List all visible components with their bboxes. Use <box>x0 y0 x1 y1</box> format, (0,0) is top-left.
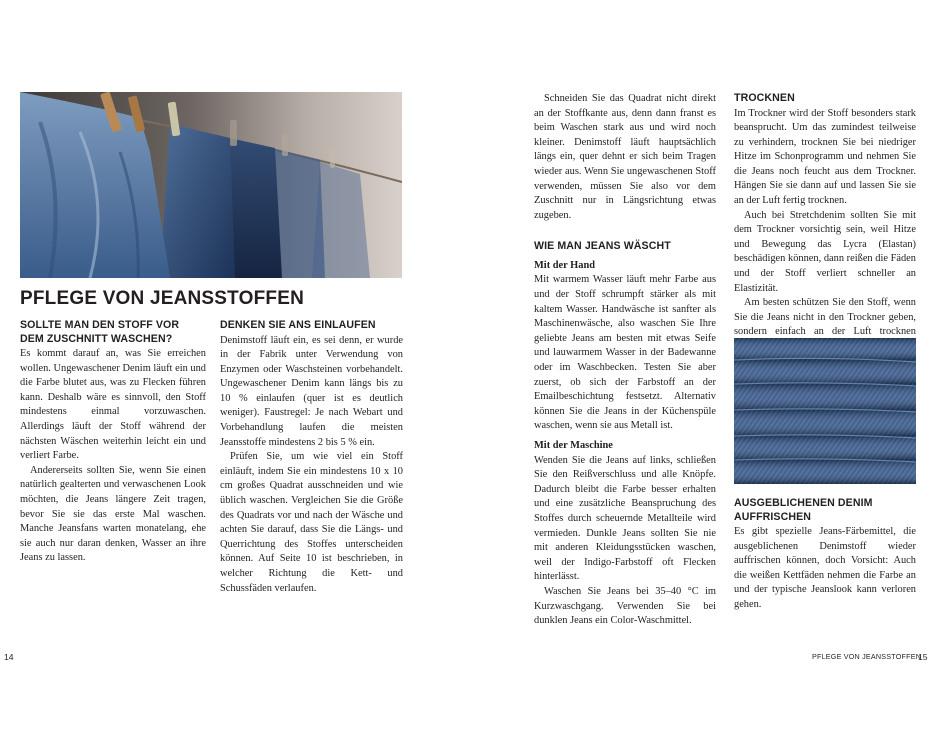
section-heading-waschen: WIE MAN JEANS WÄSCHT <box>534 240 671 253</box>
paragraph: Andererseits sollten Sie, wenn Sie einen natürlich gealterten und verwaschenen Look möchten, die Jeans längere Zeit tragen, bevor Sie sie das erste Mal waschen. Manche Jeansfans warten monatelang, ehe sie auch nur daran denken, Wasser an ihre Jeans zu lassen. <box>20 464 206 564</box>
intro-text <box>534 92 716 223</box>
section-body-trocknen <box>734 107 916 355</box>
column-2 <box>220 319 403 596</box>
running-head: PFLEGE VON JEANSSTOFFEN <box>812 652 922 661</box>
paragraph: Es kommt darauf an, was Sie erreichen wollen. Ungewaschener Denim läuft ein und die Farbe blutet aus, was zu Flecken führen kann. Deshalb wäre es sinnvoll, den Stoff mindestens einmal vorzuwaschen. Allerdings läuft der Stoff während der nächsten Wäschen weiterhin leicht ein und verliert Farbe. <box>20 348 206 462</box>
section-heading-auffrischen: AUSGEBLICHENEN DENIM AUFFRISCHEN <box>734 497 873 523</box>
section-heading-trocknen: TROCKNEN <box>734 92 795 104</box>
paragraph: Denimstoff läuft ein, es sei denn, er wurde in der Fabrik unter Verwendung von Enzymen oder Waschsteinen vorbehandelt. Ungewaschener Denim kann längs bis zu 10 % einlaufen (quer ist es deutlich weniger). Faustregel: Je nach Webart und Vorbehandlung laufen die meisten Jeansstoffe mindestens 2 bis 5 % ein. <box>220 334 403 448</box>
paragraph: Waschen Sie Jeans bei 35–40 °C im Kurzwaschgang. Verwenden Sie bei dunklen Jeans ein Color-Waschmittel. <box>534 585 716 627</box>
paragraph: Auch bei Stretchdenim sollten Sie mit dem Trockner vorsichtig sein, weil Hitze und Bewegung das Lycra (Elastan) beschädigen können, dann reißen die Fäden und der Stoff verliert schneller an Elastizität. <box>734 209 916 294</box>
section-body-einlaufen <box>220 334 403 597</box>
section-heading-einlaufen: DENKEN SIE ANS EINLAUFEN <box>220 319 376 331</box>
paragraph: Wenden Sie die Jeans auf links, schließen Sie den Reißverschluss und alle Knöpfe. Dadurch bleibt die Farbe besser erhalten und eine zusätzliche Beanspruchung des Stoffes durch scheuernde Metallteile wird vermieden. Dunkle Jeans sollten Sie nie mit anderen Kleidungsstücken waschen, weil der Indigo-Farbstoff oft Flecken hinterlässt. <box>534 454 716 583</box>
paragraph: Schneiden Sie das Quadrat nicht direkt an der Stoffkante aus, denn dann franst es beim Waschen stark aus und wird noch kleiner. Denimstoff läuft hauptsächlich längs ein, quer dehnt er sich beim Tragen wieder aus. Wenn Sie ungewaschenen Stoff verwenden, müssen Sie also vor dem Zuschnitt nur in Längsrichtung etwas zugeben. <box>534 93 716 221</box>
page-title: PFLEGE VON JEANSSTOFFEN <box>20 288 305 309</box>
denim-fabric-photo <box>734 338 916 484</box>
page-number-right: 15 <box>918 652 928 662</box>
machine-wash-text <box>534 454 716 629</box>
section-body-vorwaschen <box>20 347 206 566</box>
paragraph: Im Trockner wird der Stoff besonders stark beansprucht. Um das zumindest teilweise zu verhindern, trocknen Sie bei niedriger Hitze im Schonprogramm und nehmen Sie die Jeans noch feucht aus dem Trockner. Hängen Sie sie dann auf und lassen Sie sie an der Luft fertig trocknen. <box>734 107 916 207</box>
column-4 <box>734 92 916 355</box>
paragraph: Es gibt spezielle Jeans-Färbemittel, die ausgeblichenen Denimstoff wieder auffrischen können, doch Vorsicht: Auch die weißen Kettfäden nehmen die Farbe an und der typische Jeanslook kann verloren gehen. <box>734 526 916 610</box>
jeans-clothesline-photo <box>20 92 402 278</box>
paragraph: Mit warmem Wasser läuft mehr Farbe aus und der Stoff schrumpft stärker als mit kaltem Wasser. Handwäsche ist sanfter als Maschinenwäsche, also waschen Sie Ihre geliebte Jeans am besten mit etwas Seife und lauwarmem Wasser in der Badewanne oder im Waschbecken. Testen Sie aber zuerst, ob sich der Farbstoff an der Emailbeschichtung festsetzt. Alternativ können Sie die Jeans in der Küchenspüle waschen, wenn sie aus Metall ist. <box>534 274 716 432</box>
paragraph: Prüfen Sie, um wie viel ein Stoff einläuft, indem Sie ein mindestens 10 x 10 cm großes Quadrat ausschneiden und wie üblich waschen. Vergleichen Sie die Größe des Quadrats vor und nach der Wäsche und achten Sie darauf, dass Sie die Längs- und Querrichtung des Stoffes unterscheiden können. Auf Seite 10 ist beschrieben, in welcher Richtung die Kett- und Schussfäden verlaufen. <box>220 451 403 594</box>
section-heading-vorwaschen: SOLLTE MAN DEN STOFF VOR DEM ZUSCHNITT WASCHEN? <box>20 319 180 345</box>
column-3 <box>534 92 716 629</box>
page-number-left: 14 <box>4 652 14 662</box>
column-1 <box>20 319 206 566</box>
section-body-auffrischen <box>734 525 916 613</box>
subheading-hand: Mit der Hand <box>534 259 595 271</box>
paragraph: Am besten schützen Sie den Stoff, wenn Sie die Jeans nicht in den Trockner geben, sondern einfach an der Luft trocknen <box>734 297 916 338</box>
subheading-maschine: Mit der Maschine <box>534 439 613 451</box>
jeans-on-clothesline-photo-icon <box>20 92 402 278</box>
column-4-lower <box>734 497 916 613</box>
denim-fabric-texture-photo-icon <box>734 338 916 484</box>
hand-wash-text <box>534 273 716 434</box>
